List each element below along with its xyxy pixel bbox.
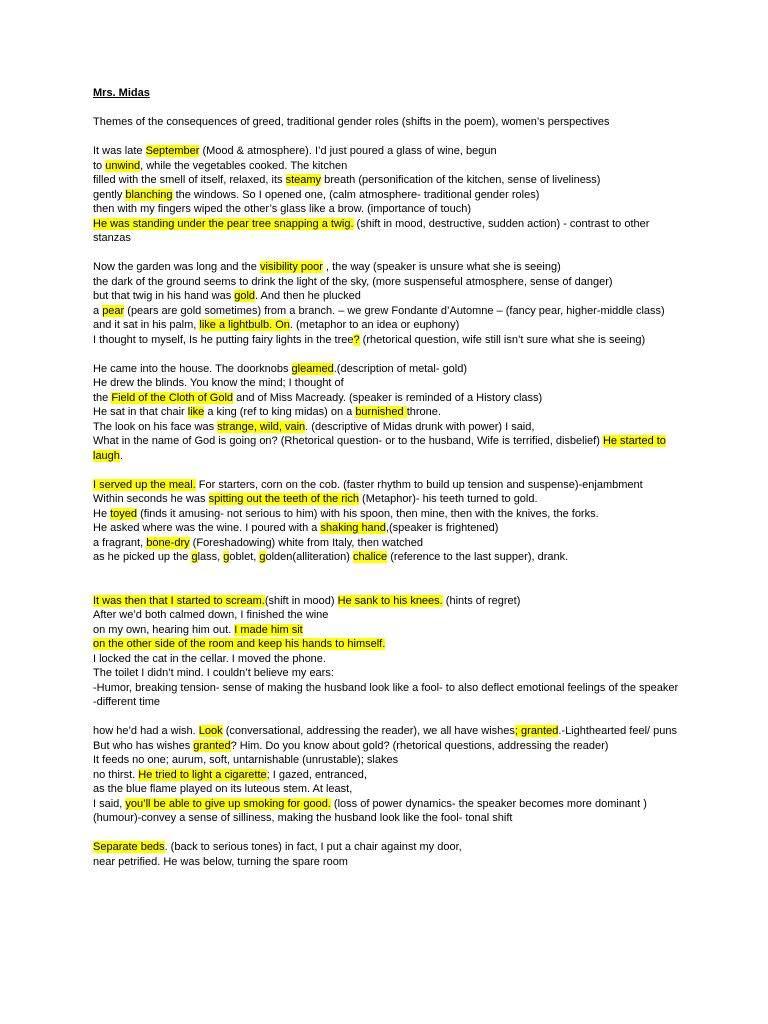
highlighted-text: shaking hand xyxy=(320,522,386,534)
annotated-line xyxy=(93,144,688,159)
highlighted-text: strange, wild, vain xyxy=(217,420,306,433)
text-run: . (back to serious tones) in fact, I put a chair against my door, xyxy=(164,841,462,853)
text-run: I said, xyxy=(93,797,126,810)
text-run: , while the vegetables cooked. The kitchen xyxy=(140,159,348,172)
text-run: , the way (speaker is unsure what she is seeing) xyxy=(322,261,561,273)
highlighted-text: September xyxy=(145,145,200,157)
highlighted-text: I made him sit xyxy=(234,623,303,636)
text-run: Within seconds he was xyxy=(93,493,209,505)
highlighted-text: It was then that I started to scream. xyxy=(93,594,265,607)
annotated-line xyxy=(93,536,688,551)
text-run: as the blue flame played on its luteous stem. At least, xyxy=(93,783,353,795)
text-run: (finds it amusing- not serious to him) with his spoon, then mine, then with the knives, the forks. xyxy=(137,507,599,520)
text-run: . (descriptive of Midas drunk with power) I said, xyxy=(305,420,535,433)
text-run: I thought to myself, Is he putting fairy lights in the tree xyxy=(93,333,354,346)
themes-line: Themes of the consequences of greed, traditional gender roles (shifts in the poem), women’s perspectives xyxy=(93,116,610,128)
highlighted-text: granted xyxy=(193,739,231,752)
text-run: .(description of metal- gold) xyxy=(333,362,468,375)
text-run: a fragrant, xyxy=(93,536,147,549)
highlighted-text: gleamed xyxy=(291,362,334,375)
highlighted-text: g xyxy=(191,551,198,563)
annotated-line xyxy=(93,608,688,623)
annotated-line xyxy=(93,637,688,652)
text-run: He came into the house. The doorknobs xyxy=(93,362,292,375)
text-run: It was late xyxy=(93,145,146,157)
annotated-line xyxy=(93,173,688,188)
text-run: . xyxy=(119,449,123,462)
text-run: (shift in mood) xyxy=(264,594,338,607)
highlighted-text: like a lightbulb. On xyxy=(199,319,290,331)
stanza-block xyxy=(93,594,688,710)
highlighted-text: g xyxy=(259,551,266,563)
text-run: olden(alliteration) xyxy=(265,551,353,563)
annotated-line xyxy=(93,420,688,435)
text-run: But who has wishes xyxy=(93,739,194,752)
text-run: on my own, hearing him out. xyxy=(93,623,235,636)
text-run: breath (personification of the kitchen, sense of liveliness) xyxy=(321,174,601,186)
highlighted-text: Field of the Cloth of Gold xyxy=(111,391,234,404)
highlighted-text: pear xyxy=(102,304,125,317)
annotated-line xyxy=(93,797,688,826)
highlighted-text: unwind xyxy=(105,159,141,172)
text-run: lass, xyxy=(197,551,224,563)
text-run: For starters, corn on the cob. (faster rhythm to build up tension and suspense)-enjambment xyxy=(195,478,643,491)
text-run: (reference to the last supper), drank. xyxy=(387,551,569,563)
annotated-line xyxy=(93,188,688,203)
stanza-list xyxy=(93,144,688,869)
text-run: (loss of power dynamics- the speaker becomes more dominant )(humour)-convey a sense of silliness, making the husband look like the fool- tonal shift xyxy=(93,797,647,824)
text-run: no thirst. xyxy=(93,768,139,781)
text-run: .-Lighthearted feel/ puns xyxy=(558,725,677,737)
text-run: the xyxy=(93,391,112,404)
text-run: the windows. So I opened one, (calm atmosphere- traditional gender roles) xyxy=(172,188,540,201)
highlighted-text: you’ll be able to give up smoking for good. xyxy=(125,797,331,810)
text-run: . And then he plucked xyxy=(255,290,361,302)
annotated-line xyxy=(93,217,688,246)
annotated-line xyxy=(93,318,688,333)
text-run: (Metaphor)- his teeth turned to gold. xyxy=(359,493,538,505)
annotated-line xyxy=(93,724,688,739)
annotated-line xyxy=(93,695,688,710)
annotated-line xyxy=(93,405,688,420)
text-run: ,(speaker is frightened) xyxy=(385,522,499,534)
annotated-line xyxy=(93,753,688,768)
text-run: as he picked up the xyxy=(93,551,192,563)
annotated-line xyxy=(93,652,688,667)
annotated-line xyxy=(93,782,688,797)
highlighted-text: burnished xyxy=(355,406,407,418)
annotated-line xyxy=(93,478,688,493)
text-run: but that twig in his hand was xyxy=(93,290,235,302)
text-run: What in the name of God is going on? (Rhetorical question- or to the husband, Wife is terrified, disbelief) xyxy=(93,435,603,447)
highlighted-text: toyed xyxy=(110,507,138,520)
stanza-block xyxy=(93,144,688,246)
text-run: After we’d both calmed down, I finished the wine xyxy=(93,609,329,621)
annotated-line xyxy=(93,362,688,377)
annotated-line xyxy=(93,275,688,290)
annotated-line xyxy=(93,333,688,348)
text-run: -different time xyxy=(93,696,161,708)
annotated-line xyxy=(93,739,688,754)
annotated-line xyxy=(93,594,688,609)
text-run: oblet, xyxy=(229,551,260,563)
text-run: (Mood & atmosphere). I’d just poured a glass of wine, begun xyxy=(199,145,497,157)
text-run: to xyxy=(93,159,106,172)
text-run: I locked the cat in the cellar. I moved the phone. xyxy=(93,652,326,665)
annotated-line xyxy=(93,202,688,217)
text-run: He drew the blinds. You know the mind; I thought of xyxy=(93,377,344,389)
annotated-line xyxy=(93,376,688,391)
text-run: -Humor, breaking tension- sense of making the husband look like a fool- to also deflect emotional feelings of the speaker xyxy=(93,681,679,694)
text-run: (conversational, addressing the reader), we all have wishes xyxy=(222,725,515,737)
annotated-line xyxy=(93,289,688,304)
text-run: He asked where was the wine. I poured with a xyxy=(93,522,321,534)
text-run: He sat in that chair xyxy=(93,406,188,418)
text-run: filled with the smell of itself, relaxed, its xyxy=(93,174,286,186)
text-run: The look on his face was xyxy=(93,420,218,433)
text-run: (shift in mood, destructive, sudden action) - contrast to other stanzas xyxy=(93,217,650,244)
highlighted-text: chalice xyxy=(352,551,388,563)
document-title: Mrs. Midas xyxy=(93,87,150,99)
highlighted-text: He tried to light a cigarette xyxy=(138,768,267,781)
annotated-line xyxy=(93,434,688,463)
highlighted-text: Separate beds xyxy=(93,841,165,853)
highlighted-text: I served up the meal. xyxy=(93,478,196,491)
annotated-line xyxy=(93,840,688,855)
text-run: gently xyxy=(93,188,126,201)
annotated-line xyxy=(93,521,688,536)
highlighted-text: like xyxy=(187,406,205,418)
highlighted-text: gold xyxy=(234,290,256,302)
text-run: ? Him. Do you know about gold? (rhetorical questions, addressing the reader) xyxy=(230,739,609,752)
highlighted-text: He started to laugh xyxy=(93,435,666,462)
text-run: ; I gazed, entranced, xyxy=(266,768,367,781)
stanza-block xyxy=(93,840,688,869)
text-run: and of Miss Macready. (speaker is reminded of a History class) xyxy=(233,391,543,404)
text-run: (pears are gold sometimes) from a branch. – we grew Fondante d’Automne – (fancy pear, higher-middle class) xyxy=(124,304,665,317)
annotated-line xyxy=(93,304,688,319)
text-run: The toilet I didn’t mind. I couldn’t believe my ears: xyxy=(93,667,334,679)
annotated-line xyxy=(93,507,688,522)
text-run: the dark of the ground seems to drink the light of the sky, (more suspenseful atmosphere, sense of danger) xyxy=(93,275,613,288)
annotated-line xyxy=(93,623,688,638)
text-run: near petrified. He was below, turning the spare room xyxy=(93,855,348,868)
highlighted-text: g xyxy=(223,551,230,563)
highlighted-text: ? xyxy=(353,333,360,346)
text-run: (rhetorical question, wife still isn’t sure what she is seeing) xyxy=(359,333,646,346)
annotated-line xyxy=(93,391,688,406)
text-run: (Foreshadowing) white from Italy, then watched xyxy=(189,536,423,549)
text-run: and it sat in his palm, xyxy=(93,319,200,331)
stanza-block xyxy=(93,724,688,826)
annotated-line xyxy=(93,550,688,565)
highlighted-text: Look xyxy=(198,725,223,737)
highlighted-text: bone-dry xyxy=(146,536,190,549)
highlighted-text: He sank to his knees. xyxy=(337,594,443,607)
highlighted-text: on the other side of the room and keep his hands to himself. xyxy=(93,638,386,650)
stanza-block xyxy=(93,260,688,347)
text-run: He xyxy=(93,507,111,520)
text-run: . (metaphor to an idea or euphony) xyxy=(289,319,460,331)
highlighted-text: blanching xyxy=(125,188,173,201)
annotated-line xyxy=(93,681,688,696)
text-run: It feeds no one; aurum, soft, untarnishable (unrustable); slakes xyxy=(93,754,399,766)
highlighted-text: spitting out the teeth of the rich xyxy=(208,493,359,505)
annotated-line xyxy=(93,159,688,174)
stanza-block xyxy=(93,362,688,464)
text-run: (hints of regret) xyxy=(442,594,521,607)
highlighted-text: ; granted xyxy=(514,725,559,737)
annotated-line xyxy=(93,768,688,783)
highlighted-text: steamy xyxy=(285,174,322,186)
document-body xyxy=(93,86,688,869)
annotated-line xyxy=(93,855,688,870)
text-run: a king (ref to king midas) on a xyxy=(204,406,356,418)
highlighted-text: visibility poor xyxy=(259,261,323,273)
text-run: throne. xyxy=(406,406,441,418)
highlighted-text: He was standing under the pear tree snapping a twig. xyxy=(93,217,354,230)
text-run: Now the garden was long and the xyxy=(93,261,260,273)
annotated-line xyxy=(93,260,688,275)
annotated-line xyxy=(93,492,688,507)
text-run: how he’d had a wish. xyxy=(93,725,199,737)
text-run: a xyxy=(93,304,103,317)
text-run: then with my fingers wiped the other’s glass like a brow. (importance of touch) xyxy=(93,203,472,215)
stanza-block xyxy=(93,478,688,565)
annotated-line xyxy=(93,666,688,681)
